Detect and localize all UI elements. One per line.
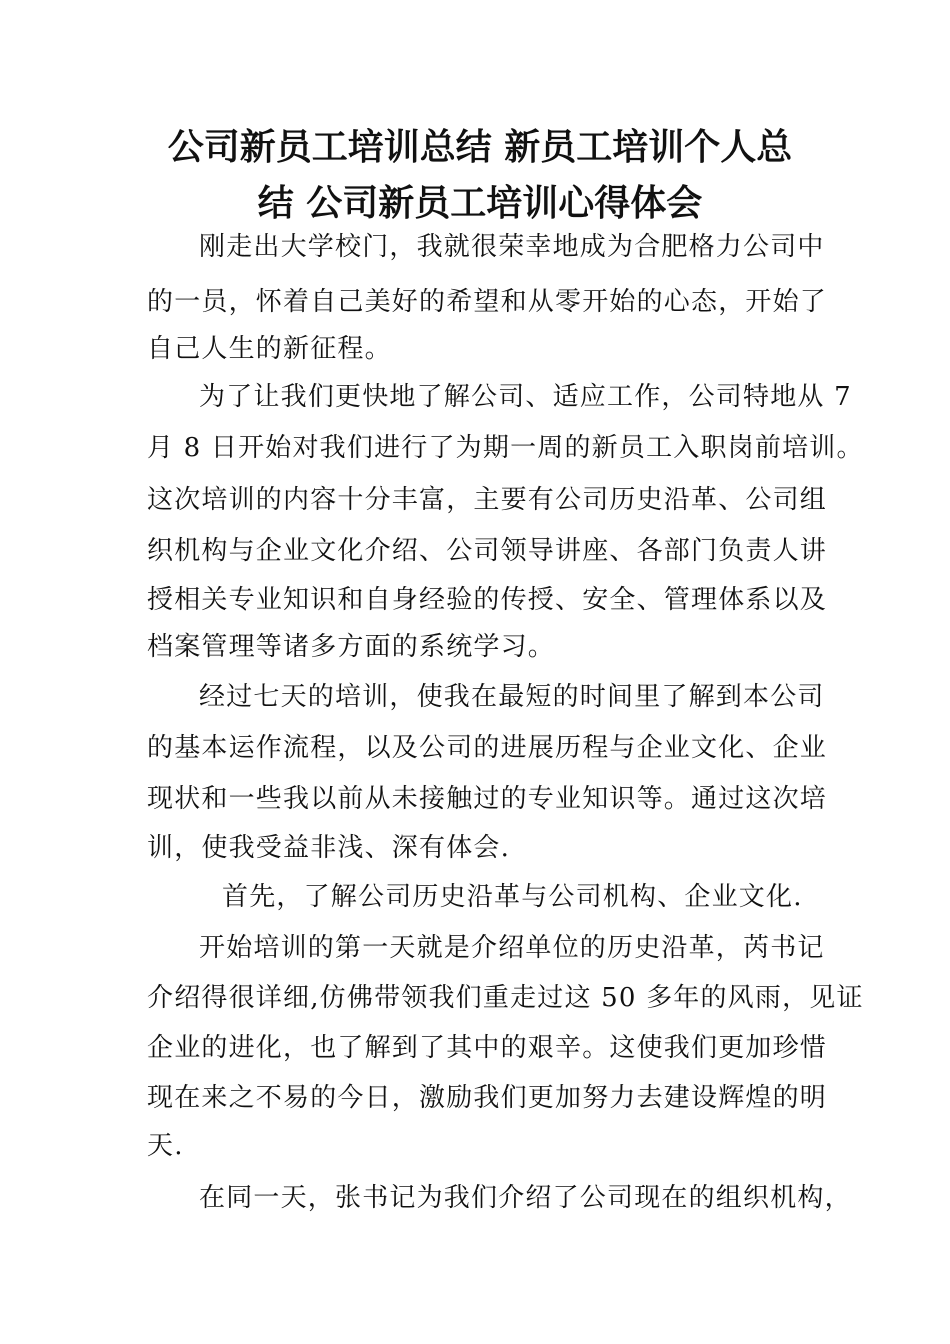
body-line: 天. — [147, 1131, 184, 1161]
body-line: 的一员，怀着自己美好的希望和从零开始的心态，开始了 — [147, 287, 828, 317]
document-title — [140, 120, 820, 232]
body-line: 企业的进化，也了解到了其中的艰辛。这使我们更加珍惜 — [147, 1033, 828, 1063]
body-line: 授相关专业知识和自身经验的传授、安全、管理体系以及 — [147, 585, 828, 615]
title-line-1: 公司新员工培训总结 新员工培训个人总 — [167, 127, 793, 168]
body-line: 训，使我受益非浅、深有体会. — [147, 833, 511, 863]
body-line: 现状和一些我以前从未接触过的专业知识等。通过这次培 — [147, 784, 828, 814]
body-line: 的基本运作流程，以及公司的进展历程与企业文化、企业 — [147, 733, 828, 763]
body-line: 自己人生的新征程。 — [147, 334, 392, 364]
body-line: 开始培训的第一天就是介绍单位的历史沿革，芮书记 — [199, 933, 825, 963]
body-line: 月 8 日开始对我们进行了为期一周的新员工入职岗前培训。 — [147, 433, 864, 463]
body-line: 介绍得很详细,仿佛带领我们重走过这 50 多年的风雨，见证 — [147, 983, 864, 1013]
body-line: 经过七天的培训，使我在最短的时间里了解到本公司 — [199, 682, 825, 712]
body-line: 刚走出大学校门，我就很荣幸地成为合肥格力公司中 — [199, 232, 825, 262]
body-line: 这次培训的内容十分丰富，主要有公司历史沿革、公司组 — [147, 485, 828, 515]
body-line: 为了让我们更快地了解公司、适应工作，公司特地从 7 — [199, 382, 852, 412]
body-line: 织机构与企业文化介绍、公司领导讲座、各部门负责人讲 — [147, 536, 828, 566]
body-line: 现在来之不易的今日，激励我们更加努力去建设辉煌的明 — [147, 1083, 828, 1113]
title-line-2: 结 公司新员工培训心得体会 — [257, 183, 703, 224]
body-line: 在同一天，张书记为我们介绍了公司现在的组织机构， — [199, 1183, 852, 1213]
body-line: 档案管理等诸多方面的系统学习。 — [147, 632, 556, 662]
section-heading: 首先，了解公司历史沿革与公司机构、企业文化. — [222, 882, 803, 912]
